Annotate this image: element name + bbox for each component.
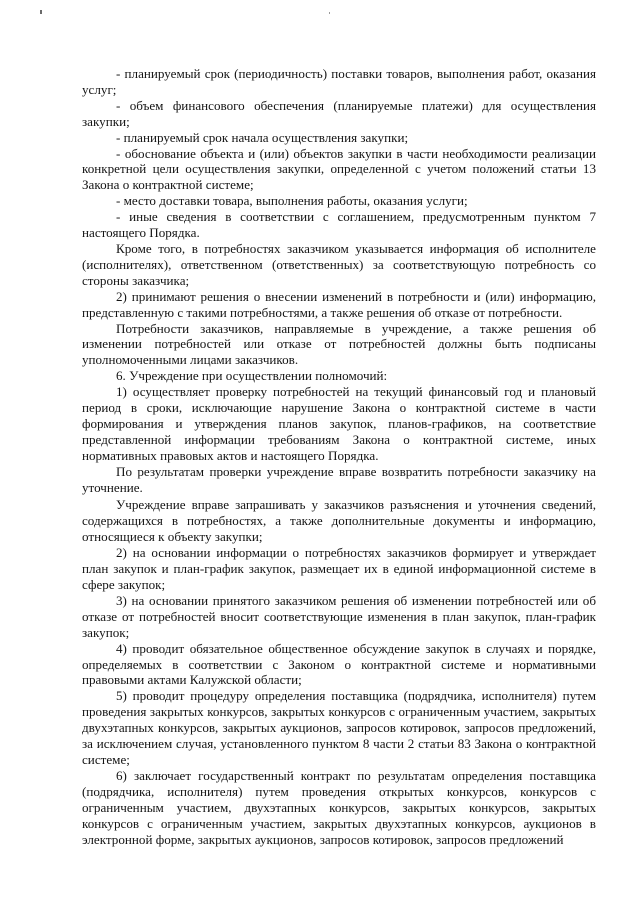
paragraph: 6. Учреждение при осуществлении полномочий: (116, 368, 388, 384)
paragraph: 3) на основании принятого заказчиком решения об изменении потребностей или об отказе от потребностей вносит соответствующие изменения в план закупок, план-график закупок; (82, 592, 596, 640)
paragraph: По результатам проверки учреждение вправе возвратить потребности заказчику на уточнение. (82, 463, 596, 495)
paragraph: 1) осуществляет проверку потребностей на текущий финансовый год и плановый период в сроки, исключающие нарушение Закона о контрактной системе в части формирования и утверждения планов закупок, планов-графиков, на соответствие представленной информации требованиям Закона о контрактной системе, иных нормативных правовых актов и настоящего Порядка. (82, 384, 596, 463)
paragraph: - планируемый срок начала осуществления закупки; (116, 129, 409, 145)
paragraph: Потребности заказчиков, направляемые в учреждение, а также решения об изменении потребностей или отказе от потребностей должны быть подписаны уполномоченными лицами заказчиков. (82, 320, 596, 368)
paragraph: - обоснование объекта и (или) объектов закупки в части необходимости реализации конкретной цели осуществления закупки, определенной с учетом положений статьи 13 Закона о контрактной системе; (82, 145, 596, 193)
paragraph: Учреждение вправе запрашивать у заказчиков разъяснения и уточнения сведений, содержащихся в потребностях, а также дополнительные документы и информацию, относящиеся к объекту закупки; (82, 497, 596, 545)
document-body (82, 66, 596, 847)
paragraph: - иные сведения в соответствии с соглашением, предусмотренным пунктом 7 настоящего Порядка. (82, 209, 596, 241)
paragraph: 2) принимают решения о внесении изменений в потребности и (или) информацию, представленную с такими потребностями, а также решения об отказе от потребности. (82, 288, 596, 320)
paragraph: 4) проводит обязательное общественное обсуждение закупок в случаях и порядке, определяемых в соответствии с Законом о контрактной системе и нормативными правовыми актами Калужской области; (82, 640, 596, 688)
scan-speck (40, 10, 42, 14)
paragraph: Кроме того, в потребностях заказчиком указывается информация об исполнителе (исполнителях), ответственном (ответственных) за соответствующую потребность со стороны заказчика; (82, 240, 596, 288)
paragraph: - место доставки товара, выполнения работы, оказания услуги; (116, 193, 468, 209)
paragraph: - планируемый срок (периодичность) поставки товаров, выполнения работ, оказания услуг; (82, 66, 596, 97)
paragraph: - объем финансового обеспечения (планируемые платежи) для осуществления закупки; (82, 97, 596, 129)
paragraph: 5) проводит процедуру определения поставщика (подрядчика, исполнителя) путем проведения закрытых конкурсов, закрытых конкурсов с ограниченным участием, закрытых двухэтапных конкурсов, закрытых аукционов, запросов котировок, запросов предложений, за исключением случая, установленного пунктом 8 части 2 статьи 83 Закона о контрактной системе; (82, 688, 596, 767)
paragraph: 6) заключает государственный контракт по результатам определения поставщика (подрядчика, исполнителя) путем проведения открытых конкурсов, конкурсов с ограниченным участием, двухэтапных конкурсов, закрытых конкурсов, закрытых конкурсов с ограниченным участием, закрытых двухэтапных конкурсов, аукционов в электронной форме, закрытых аукционов, запросов котировок, запросов предложений (82, 767, 596, 847)
paragraph: 2) на основании информации о потребностях заказчиков формирует и утверждает план закупок и план-график закупок, размещает их в единой информационной системе в сфере закупок; (82, 545, 596, 592)
scan-speck (329, 12, 330, 14)
